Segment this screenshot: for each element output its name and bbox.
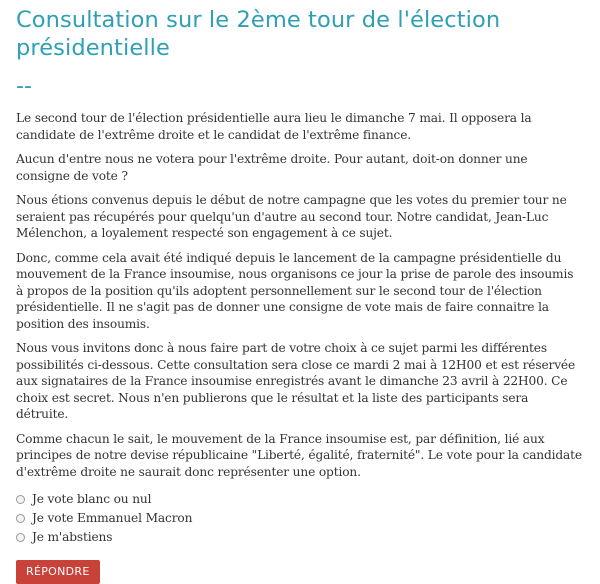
- vote-option-label: Je vote blanc ou nul: [32, 492, 152, 506]
- submit-button[interactable]: RÉPONDRE: [16, 560, 100, 584]
- consultation-page: [16, 6, 584, 584]
- vote-option-macron[interactable]: [16, 509, 584, 527]
- paragraph-second-round: Le second tour de l'élection présidentielle aura lieu le dimanche 7 mai. Il opposera la candidate de l'extrême droite et le candidat de l'extrême finance.: [16, 111, 532, 142]
- intro-text: [16, 110, 584, 480]
- vote-option-label: Je m'abstiens: [32, 530, 113, 544]
- paragraph-campaign-agreement: Nous étions convenus depuis le début de notre campagne que les votes du premier tour ne seraient pas récupérés pour quelqu'un d'autre au second tour. Notre candidat, Jean-Luc Mélenchon, a loyalement respecté son engagement à ce sujet.: [16, 193, 567, 240]
- page-title: Consultation sur le 2ème tour de l'élection présidentielle: [16, 7, 501, 61]
- paragraph-no-far-right: Aucun d'entre nous ne votera pour l'extrême droite. Pour autant, doit-on donner une consigne de vote ?: [16, 152, 528, 183]
- radio-button-macron[interactable]: [16, 514, 25, 523]
- vote-option-abstain[interactable]: [16, 528, 584, 546]
- paragraph-organisation: Donc, comme cela avait été indiqué depuis le lancement de la campagne présidentielle du mouvement de la France insoumise, nous organisons ce jour la prise de parole des insoumis à propos de la position qu'ils adoptent personnellement sur le second tour de l'élection présidentielle. Il ne s'agit pas de donner une consigne de vote mais de faire connaitre la position des insoumis.: [16, 250, 574, 331]
- title-separator: --: [16, 74, 32, 99]
- vote-options: [16, 490, 584, 546]
- vote-option-label: Je vote Emmanuel Macron: [32, 511, 193, 525]
- paragraph-principles: Comme chacun le sait, le mouvement de la France insoumise est, par définition, lié aux principes de notre devise républicaine "Liberté, égalité, fraternité". Le vote pour la candidate d'extrême droite ne saurait donc représenter une option.: [16, 431, 582, 479]
- radio-button-abstain[interactable]: [16, 533, 25, 542]
- radio-button-blank[interactable]: [16, 495, 25, 504]
- paragraph-invitation: Nous vous invitons donc à nous faire part de votre choix à ce sujet parmi les différentes possibilités ci-dessous. Cette consultation sera close ce mardi 2 mai à 12H00 et est réservée aux signataires de la France insoumise enregistrés avant le dimanche 23 avril à 22H00. Ce choix est secret. Nous n'en publierons que le résultat et la liste des participants sera détruite.: [16, 341, 576, 421]
- vote-option-blank[interactable]: [16, 490, 584, 508]
